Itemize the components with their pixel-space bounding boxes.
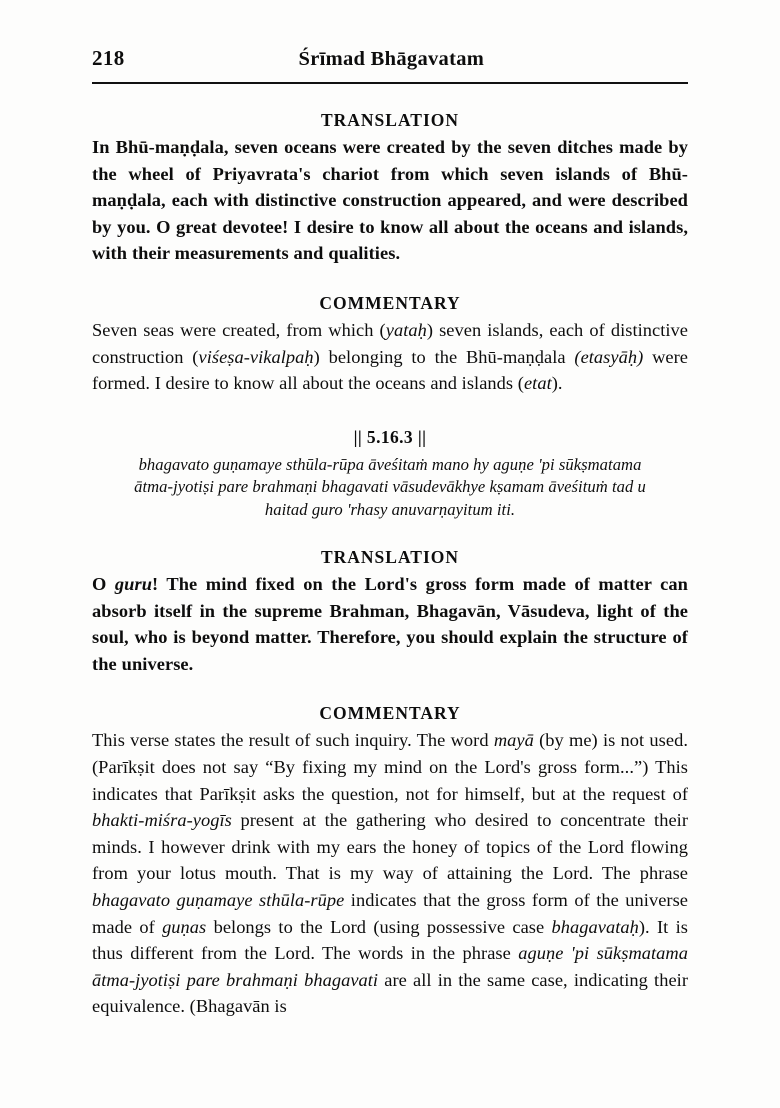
section-heading-commentary-2: COMMENTARY (319, 703, 461, 724)
page-number: 218 (92, 46, 125, 70)
sanskrit-term-agune-pi-suksmatama: aguṇe 'pi sūkṣmatama ātma-jyotiṣi pare brahmaṇi bhagavati (92, 943, 688, 990)
commentary-2-part-3: present at the gathering who desired to concentrate their minds. I however drink with my ears the honey of topics of the Lord flowing from your lotus mouth. That is my way of attaining the Lord. The phrase (92, 810, 688, 884)
sanskrit-term-bhagavatah: bhagavataḥ (551, 916, 639, 937)
commentary-2-part-2: (by me) is not used. (Parīkṣit does not say “By fixing my mind on the Lord's gross form...”) This indicates that Parīkṣit asks the question, not for himself, but at the request of (92, 730, 688, 804)
commentary-1-part-1: Seven seas were created, from which ( (92, 319, 386, 340)
section-heading-translation-1: TRANSLATION (320, 110, 460, 130)
commentary-paragraph-2 (92, 727, 688, 1020)
section-heading-translation-2: TRANSLATION (320, 546, 460, 567)
verse-block (92, 427, 688, 521)
verse-number: || 5.16.3 || (353, 426, 427, 447)
commentary-1-part-3: ) belonging to the Bhū-maṇḍala (313, 346, 575, 367)
translation-2-part-1: O (92, 573, 115, 594)
commentary-1-part-2: ) seven islands, each of distinctive construction ( (92, 319, 688, 367)
commentary-2-part-6: ). It is thus different from the Lord. The words in the phrase (92, 916, 688, 964)
sanskrit-term-maya: mayā (493, 730, 534, 751)
translation-paragraph-1 (92, 134, 688, 267)
sanskrit-term-bhakti-misra-yogis: bhakti-miśra-yogīs (92, 810, 232, 831)
sanskrit-term-etasyah: (etasyāḥ) (574, 346, 644, 367)
commentary-1-part-5: ). (551, 373, 563, 394)
verse-line: ātma-jyotiṣi pare brahmaṇi bhagavati vāsudevākhye kṣamam āveśituṁ tad u (134, 477, 646, 497)
sanskrit-term-bhagavato-gunamaye-sthula-rupe: bhagavato guṇamaye sthūla-rūpe (92, 889, 345, 910)
section-heading-commentary-1: COMMENTARY (319, 292, 461, 313)
page-content-column (92, 0, 688, 1020)
header-rule (92, 82, 688, 84)
commentary-2-part-1: This verse states the result of such inquiry. The word (92, 730, 494, 751)
sanskrit-term-etat: etat (523, 373, 552, 394)
running-head (92, 46, 688, 80)
sanskrit-term-yatah: yataḥ (385, 319, 427, 340)
commentary-paragraph-1 (92, 317, 688, 397)
commentary-2-part-7: are all in the same case, indicating their equivalence. (Bhagavān is (92, 969, 688, 1017)
verse-line: bhagavato guṇamaye sthūla-rūpa āveśitaṁ mano hy aguṇe 'pi sūkṣmatama (138, 454, 642, 474)
translation-paragraph-2 (92, 571, 688, 677)
translation-2-part-2: ! The mind fixed on the Lord's gross form made of matter can absorb itself in the supreme Brahman, Bhagavān, Vāsudeva, light of the soul, who is beyond matter. Therefore, you should explain the structure of the universe. (92, 573, 688, 674)
sanskrit-term-guru: guru (114, 573, 153, 594)
commentary-2-part-4: indicates that the gross form of the universe made of (92, 889, 688, 937)
book-title: Śrīmad Bhāgavatam (298, 48, 485, 70)
commentary-1-part-4: were formed. I desire to know all about the oceans and islands ( (92, 346, 688, 394)
verse-line: haitad guro 'rhasy anuvarṇayitum iti. (264, 499, 516, 519)
translation-1-text: In Bhū-maṇḍala, seven oceans were created by the seven ditches made by the wheel of Priyavrata's chariot from which seven islands of Bhū-maṇḍala, each with distinctive construction appeared, and were described by you. O great devotee! I desire to know all about the oceans and islands, with their measurements and qualities. (92, 137, 688, 264)
commentary-2-part-5: belongs to the Lord (using possessive case (206, 916, 552, 937)
sanskrit-term-gunas: guṇas (162, 916, 207, 937)
sanskrit-term-visesa-vikalpah: viśeṣa-vikalpaḥ (198, 346, 314, 367)
